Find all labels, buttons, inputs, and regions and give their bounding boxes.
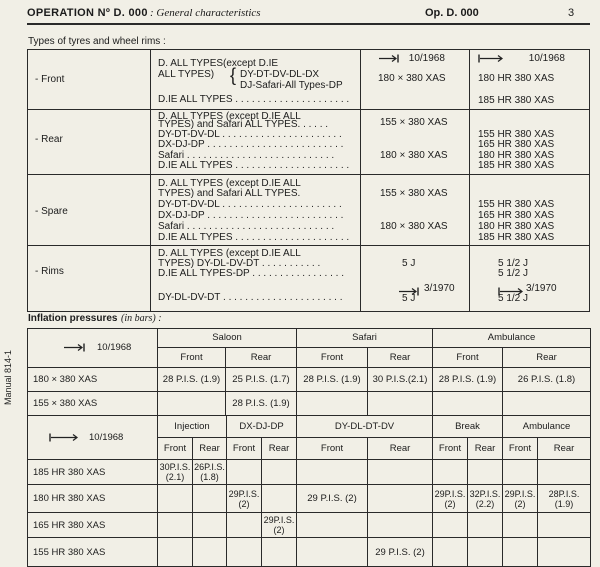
upper-sub-rear: Rear <box>368 348 433 368</box>
col-header-after <box>478 53 565 64</box>
rear-line-5: Safari . . . . . . . . . . . . . . . . . . . . . . . . . . . <box>158 150 335 161</box>
pressure-value: 28P.I.S. (1.9) <box>538 485 591 513</box>
upper-group-saloon: Saloon <box>158 328 297 348</box>
rims-mid-2: 5 J <box>402 293 416 304</box>
rear-right-4: 185 HR 380 XAS <box>478 160 555 171</box>
upper-date-header <box>27 328 158 368</box>
spare-mid-1: 155 × 380 XAS <box>380 188 448 199</box>
empty-cell <box>297 392 368 416</box>
empty-cell <box>158 513 193 538</box>
upper-sub-rear: Rear <box>226 348 297 368</box>
pressure-value: 26P.I.S. (1.8) <box>193 460 227 485</box>
lower-tyre-label: 155 HR 380 XAS <box>27 538 158 567</box>
upper-sub-front: Front <box>297 348 368 368</box>
spare-right-2: 165 HR 380 XAS <box>478 210 555 221</box>
rims-mid-date: 3/1970 <box>424 283 455 294</box>
empty-cell <box>158 538 193 567</box>
empty-cell <box>468 460 503 485</box>
tyres-col-divider-2 <box>360 49 361 312</box>
front-brace: { <box>230 65 237 85</box>
upper-sub-rear: Rear <box>503 348 591 368</box>
empty-cell <box>368 485 433 513</box>
inflation-table <box>27 328 591 567</box>
rear-right-1: 155 HR 380 XAS <box>478 129 555 140</box>
empty-cell <box>538 513 591 538</box>
upper-tyre-label: 155 × 380 XAS <box>27 392 158 416</box>
rear-line-1: D. ALL TYPES (except D.IE ALL <box>158 111 301 122</box>
tyres-col-divider-1 <box>150 49 151 312</box>
pressure-value: 28 P.I.S. (1.9) <box>226 392 297 416</box>
rear-mid-1: 155 × 380 XAS <box>380 117 448 128</box>
row-label-front: - Front <box>35 74 65 85</box>
empty-cell <box>158 392 226 416</box>
arrow-to-bar-icon <box>378 54 400 63</box>
inflation-section-title: Inflation pressures <box>28 313 118 324</box>
empty-cell <box>193 513 227 538</box>
rims-line-3: D.IE ALL TYPES-DP . . . . . . . . . . . . . . . . . <box>158 268 344 279</box>
empty-cell <box>262 538 297 567</box>
empty-cell <box>503 513 538 538</box>
row-label-spare: - Spare <box>35 206 68 217</box>
lower-tyre-label: 180 HR 380 XAS <box>27 485 158 513</box>
bar-to-arrow-icon <box>49 433 79 442</box>
empty-cell <box>262 485 297 513</box>
lower-sub-rear: Rear <box>368 438 433 460</box>
rear-line-4: DX-DJ-DP . . . . . . . . . . . . . . . . . . . . . . . . . <box>158 139 344 150</box>
arrow-to-bar-icon <box>63 343 87 352</box>
lower-sub-rear: Rear <box>468 438 503 460</box>
inflation-section-units: (in bars) : <box>121 313 162 324</box>
pressure-value: 32P.I.S. (2.2) <box>468 485 503 513</box>
pressure-value: 29P.I.S. (2) <box>503 485 538 513</box>
rims-line-2: TYPES) DY-DL-DV-DT . . . . . . . . . . . <box>158 258 321 269</box>
lower-sub-front: Front <box>227 438 262 460</box>
upper-tyre-label: 180 × 380 XAS <box>27 368 158 392</box>
lower-sub-front: Front <box>158 438 193 460</box>
pressure-value: 29P.I.S. (2) <box>433 485 468 513</box>
spare-line-3: DY-DT-DV-DL . . . . . . . . . . . . . . . . . . . . . . <box>158 199 342 210</box>
front-brace-line-2: DJ-Safari-All Types-DP <box>240 80 343 91</box>
lower-group-injection: Injection <box>158 416 227 438</box>
operation-code: Op. D. 000 <box>425 7 479 19</box>
rims-right-1: 5 1/2 J <box>498 258 529 269</box>
pressure-value: 25 P.I.S. (1.7) <box>226 368 297 392</box>
empty-cell <box>193 485 227 513</box>
col-header-before <box>378 53 445 64</box>
tyres-section-title: Types of tyres and wheel rims : <box>28 36 166 47</box>
rims-right-2: 5 1/2 J <box>498 268 529 279</box>
tyres-row-divider-1 <box>27 109 590 110</box>
lower-sub-front: Front <box>433 438 468 460</box>
empty-cell <box>193 538 227 567</box>
front-right-1: 180 HR 380 XAS <box>478 73 555 84</box>
lower-sub-rear: Rear <box>538 438 591 460</box>
empty-cell <box>227 538 262 567</box>
tyres-col-divider-3 <box>469 49 470 312</box>
rear-line-6: D.IE ALL TYPES . . . . . . . . . . . . . . . . . . . . . <box>158 160 350 171</box>
empty-cell <box>433 538 468 567</box>
tyres-row-divider-3 <box>27 245 590 246</box>
rear-line-2: TYPES) and Safari ALL TYPES. . . . . . <box>158 119 329 130</box>
header-rule <box>27 23 590 25</box>
lower-group-dx-dj-dp: DX-DJ-DP <box>227 416 297 438</box>
pressure-value: 29 P.I.S. (2) <box>368 538 433 567</box>
empty-cell <box>262 460 297 485</box>
bar-to-arrow-icon <box>478 54 504 63</box>
lower-date-text: 10/1968 <box>89 432 124 443</box>
side-manual-label: Manual 814-1 <box>3 349 13 405</box>
rims-line-1: D. ALL TYPES (except D.IE ALL <box>158 248 301 259</box>
pressure-value: 29P.I.S. (2) <box>262 513 297 538</box>
page-number: 3 <box>568 7 575 19</box>
lower-sub-front: Front <box>503 438 538 460</box>
front-line-1: D. ALL TYPES(except D.IE <box>158 58 279 69</box>
pressure-value: 26 P.I.S. (1.8) <box>503 368 591 392</box>
rims-mid-1: 5 J <box>402 258 416 269</box>
spare-line-5: Safari . . . . . . . . . . . . . . . . . . . . . . . . . . . <box>158 221 335 232</box>
front-right-2: 185 HR 380 XAS <box>478 95 555 106</box>
lower-tyre-label: 165 HR 380 XAS <box>27 513 158 538</box>
empty-cell <box>503 460 538 485</box>
pressure-value: 30 P.I.S.(2.1) <box>368 368 433 392</box>
pressure-value: 29P.I.S. (2) <box>227 485 262 513</box>
spare-line-6: D.IE ALL TYPES . . . . . . . . . . . . . . . . . . . . . <box>158 232 350 243</box>
upper-group-safari: Safari <box>297 328 433 348</box>
rear-mid-2: 180 × 380 XAS <box>380 150 448 161</box>
upper-date-text: 10/1968 <box>97 342 132 353</box>
pressure-value: 30P.I.S. (2.1) <box>158 460 193 485</box>
lower-group-break: Break <box>433 416 503 438</box>
front-mid-1: 180 × 380 XAS <box>378 73 446 84</box>
lower-sub-rear: Rear <box>193 438 227 460</box>
col-header-after-date: 10/1968 <box>528 53 565 64</box>
empty-cell <box>503 538 538 567</box>
rims-line-4: DY-DL-DV-DT . . . . . . . . . . . . . . . . . . . . . . <box>158 292 343 303</box>
lower-group-dy-dl-dt-dv: DY-DL-DT-DV <box>297 416 433 438</box>
lower-tyre-label: 185 HR 380 XAS <box>27 460 158 485</box>
row-label-rims: - Rims <box>35 266 64 277</box>
lower-sub-front: Front <box>297 438 368 460</box>
rims-right-date: 3/1970 <box>526 283 557 294</box>
empty-cell <box>297 513 368 538</box>
rear-line-3: DY-DT-DV-DL . . . . . . . . . . . . . . . . . . . . . . <box>158 129 342 140</box>
col-header-before-date: 10/1968 <box>408 53 445 64</box>
empty-cell <box>297 460 368 485</box>
pressure-value: 29 P.I.S. (2) <box>297 485 368 513</box>
upper-group-ambulance: Ambulance <box>433 328 591 348</box>
empty-cell <box>503 392 591 416</box>
operation-subtitle: : General characteristics <box>150 7 261 19</box>
spare-right-1: 155 HR 380 XAS <box>478 199 555 210</box>
empty-cell <box>468 538 503 567</box>
empty-cell <box>227 513 262 538</box>
empty-cell <box>538 538 591 567</box>
front-line-3: D.IE ALL TYPES . . . . . . . . . . . . . . . . . . . . . <box>158 94 350 105</box>
empty-cell <box>433 513 468 538</box>
empty-cell <box>297 538 368 567</box>
spare-right-3: 180 HR 380 XAS <box>478 221 555 232</box>
spare-mid-2: 180 × 380 XAS <box>380 221 448 232</box>
lower-group-ambulance: Ambulance <box>503 416 591 438</box>
pressure-value: 28 P.I.S. (1.9) <box>158 368 226 392</box>
row-label-rear: - Rear <box>35 134 63 145</box>
spare-right-4: 185 HR 380 XAS <box>478 232 555 243</box>
lower-sub-rear: Rear <box>262 438 297 460</box>
spare-line-2: TYPES) and Safari ALL TYPES. <box>158 188 301 199</box>
upper-sub-front: Front <box>433 348 503 368</box>
upper-sub-front: Front <box>158 348 226 368</box>
operation-title: OPERATION Nº D. 000 <box>27 7 148 19</box>
rear-right-3: 180 HR 380 XAS <box>478 150 555 161</box>
pressure-value: 28 P.I.S. (1.9) <box>297 368 368 392</box>
rear-right-2: 165 HR 380 XAS <box>478 139 555 150</box>
empty-cell <box>433 460 468 485</box>
pressure-value: 28 P.I.S. (1.9) <box>433 368 503 392</box>
spare-line-1: D. ALL TYPES (except D.IE ALL <box>158 178 301 189</box>
empty-cell <box>468 513 503 538</box>
tyres-row-divider-2 <box>27 174 590 175</box>
spare-line-4: DX-DJ-DP . . . . . . . . . . . . . . . . . . . . . . . . . <box>158 210 344 221</box>
front-brace-line-1: DY-DT-DV-DL-DX <box>240 69 320 80</box>
front-line-2: ALL TYPES) <box>158 69 215 80</box>
empty-cell <box>368 460 433 485</box>
empty-cell <box>433 392 503 416</box>
empty-cell <box>538 460 591 485</box>
empty-cell <box>158 485 193 513</box>
rims-right-3: 5 1/2 J <box>498 293 529 304</box>
empty-cell <box>368 513 433 538</box>
empty-cell <box>227 460 262 485</box>
lower-date-header <box>27 416 158 460</box>
empty-cell <box>368 392 433 416</box>
